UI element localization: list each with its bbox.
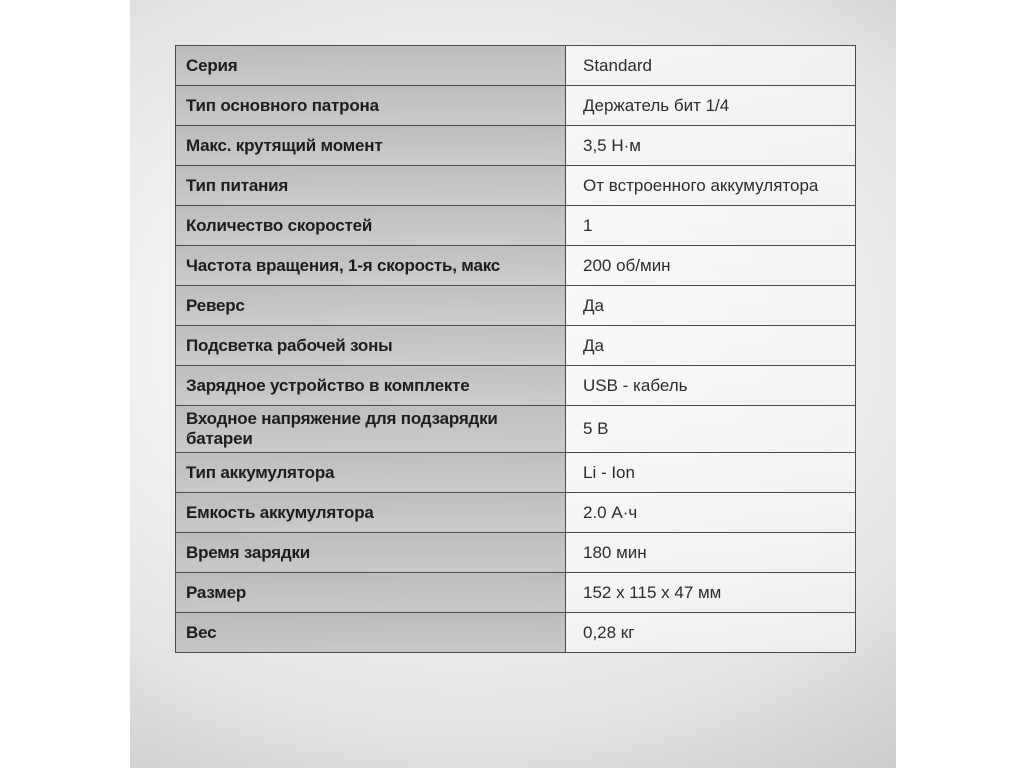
spec-value-cell: 152 x 115 x 47 мм: [566, 573, 856, 613]
spec-row: [176, 453, 856, 493]
spec-value-cell: 1: [566, 206, 856, 246]
spec-row: [176, 326, 856, 366]
spec-value-cell: Standard: [566, 46, 856, 86]
spec-value-cell: 0,28 кг: [566, 613, 856, 653]
spec-row: [176, 46, 856, 86]
spec-label-cell: Частота вращения, 1-я скорость, макс: [176, 246, 566, 286]
spec-value-cell: 180 мин: [566, 533, 856, 573]
spec-label-cell: Макс. крутящий момент: [176, 126, 566, 166]
spec-row: [176, 206, 856, 246]
spec-value-cell: 2.0 А·ч: [566, 493, 856, 533]
spec-label-cell: Реверс: [176, 286, 566, 326]
spec-label-cell: Тип аккумулятора: [176, 453, 566, 493]
spec-value-cell: Li - Ion: [566, 453, 856, 493]
spec-table: [175, 45, 856, 653]
spec-value-cell: USB - кабель: [566, 366, 856, 406]
spec-label-cell: Размер: [176, 573, 566, 613]
spec-value-cell: 3,5 Н·м: [566, 126, 856, 166]
spec-label-cell: Количество скоростей: [176, 206, 566, 246]
spec-row: [176, 613, 856, 653]
spec-row: [176, 366, 856, 406]
spec-row: [176, 86, 856, 126]
spec-label-cell: Подсветка рабочей зоны: [176, 326, 566, 366]
spec-row: [176, 533, 856, 573]
spec-label-cell: Тип питания: [176, 166, 566, 206]
spec-row: [176, 126, 856, 166]
spec-row: [176, 573, 856, 613]
spec-row: [176, 246, 856, 286]
spec-label-cell: Время зарядки: [176, 533, 566, 573]
spec-row: [176, 166, 856, 206]
spec-label-cell: Входное напряжение для подзарядки батареи: [176, 406, 566, 453]
spec-value-cell: Держатель бит 1/4: [566, 86, 856, 126]
spec-row: [176, 406, 856, 453]
spec-value-cell: От встроенного аккумулятора: [566, 166, 856, 206]
spec-label-cell: Емкость аккумулятора: [176, 493, 566, 533]
spec-label-cell: Вес: [176, 613, 566, 653]
spec-label-cell: Серия: [176, 46, 566, 86]
spec-table-body: [176, 46, 856, 653]
spec-row: [176, 493, 856, 533]
spec-row: [176, 286, 856, 326]
spec-label-cell: Тип основного патрона: [176, 86, 566, 126]
spec-value-cell: Да: [566, 286, 856, 326]
spec-value-cell: Да: [566, 326, 856, 366]
spec-value-cell: 5 В: [566, 406, 856, 453]
spec-value-cell: 200 об/мин: [566, 246, 856, 286]
spec-label-cell: Зарядное устройство в комплекте: [176, 366, 566, 406]
